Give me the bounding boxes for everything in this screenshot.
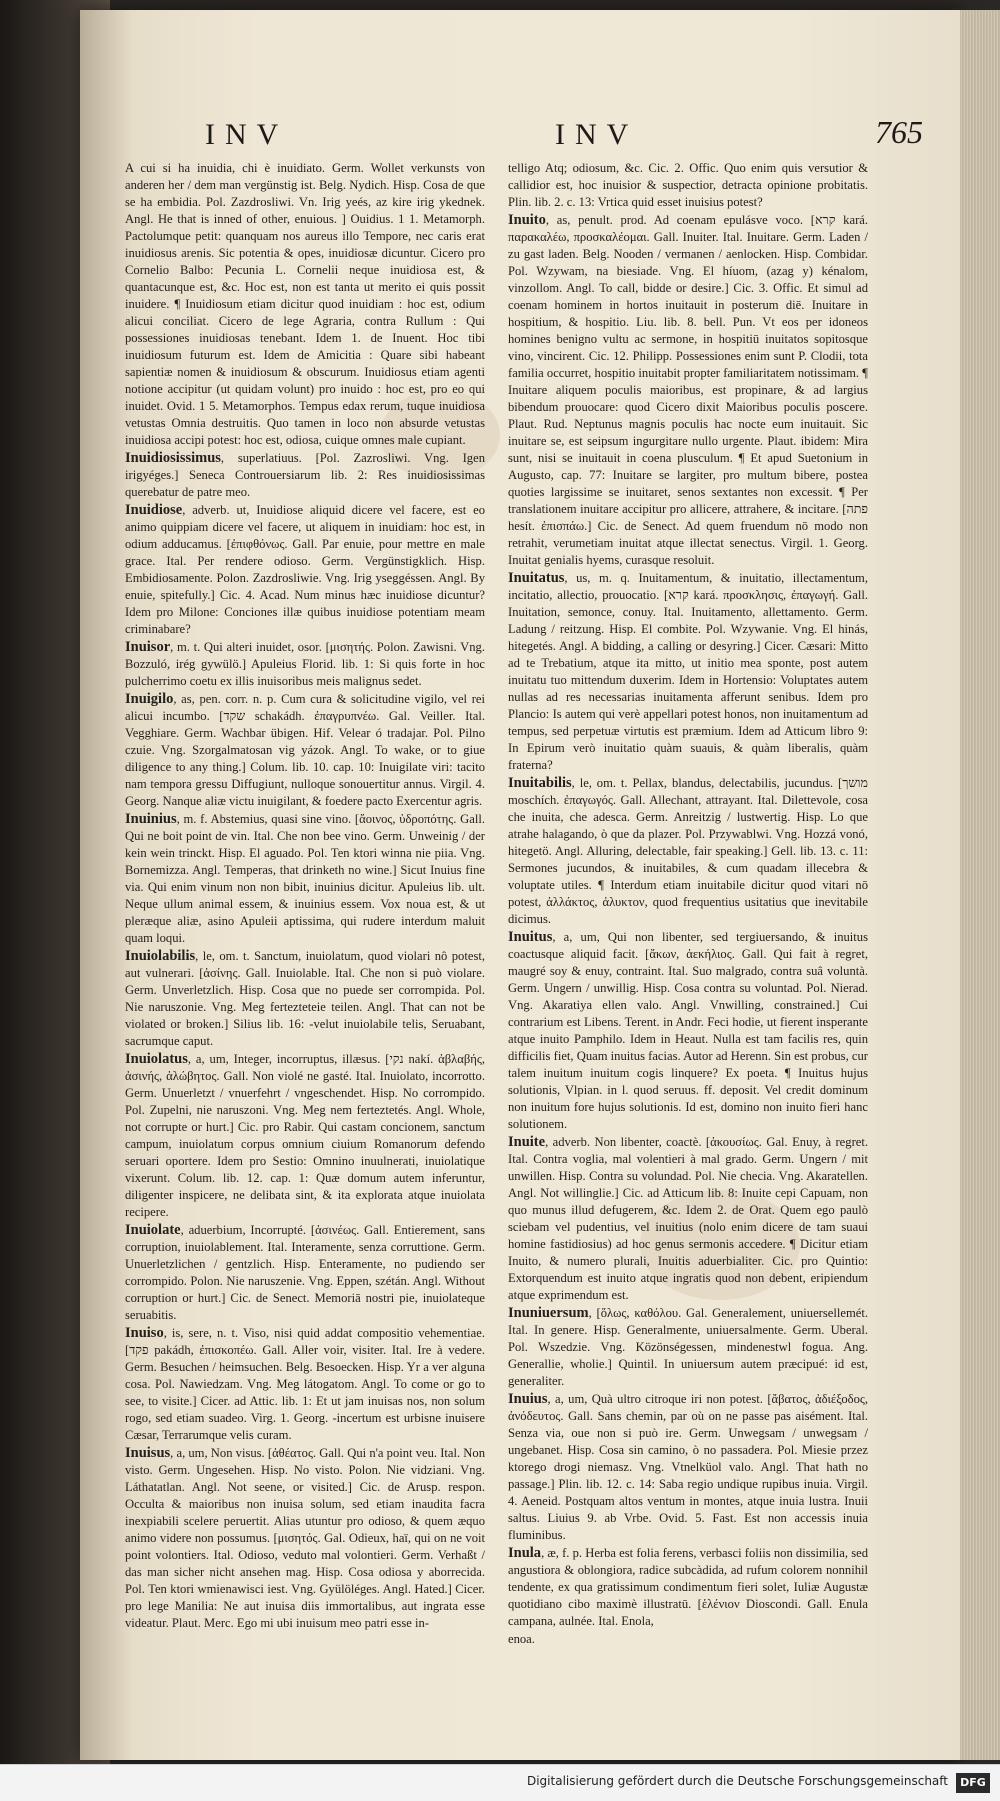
entry-text: , a, um, Qui non libenter, sed tergiuersando, & inuitus coactusque aliquid facit. [ἄκων, ἀεκήλιος. Gall. Qui fait à regret, maugré soy & enuy, contraint. Ital. Suo malgrado, contra suâ voluntà. Germ. Ungern / unwillig. Hisp. Cosa contra su voluntad. Pol. Nierad. Vng. Akaratiya ellen valo. Angl. Vnwilling, constrained.] Cui contrarium est Libens. Terent. in Andr. Feci hodie, ut fierent insperante atque inuito Pamphilo. Idem in Heaut. Nulla est tam facilis res, quin difficilis fiet, Quam inuitus facias. Autor ad Herenn. Sin est probus, cur talem inuitum inuitum cogis linquere? Ex poeta. ¶ Inuitus hujus solutionis, Vlpian. in l. quod seruus. ff. deposit. Vel credit dominum non inuitum fore hujus solutionis. Id est, domino non inuito fieri hanc solutionem. bbox=[508, 930, 868, 1131]
entry-text: , le, om. t. Sanctum, inuiolatum, quod violari nô potest, aut vulnerari. [ἀσίνης. Gall. Inuiolable. Ital. Che non si può violare. Germ. Unverletzlich. Hisp. Cosa que no puede ser corrompida. Pol. Nie naruszonie. Vng. Meg fertezteteie teilen. Angl. That can not be violated or broken.] Silius lib. 16: -velut inuiolabile telis, Seruabant, sacrumque caput. bbox=[125, 949, 485, 1048]
dictionary-entry bbox=[125, 160, 485, 449]
page-edge bbox=[960, 10, 1000, 1760]
entry-text: , aduerbium, Incorrupté. [ἀσινέως. Gall. Entierement, sans corruption, inuiolablement. Ital. Interamente, senza corruttione. Germ. Unuerletzlichen / gentzlich. Hisp. Enteramente, no pudiendo ser corrompido. Polon. Nie naruszenie. Vng. Eppen, szétán. Angl. Without corruption or hurt.] Cic. de Senect. Memoriā nostri pie, inuiolateque seruabitis. bbox=[125, 1223, 485, 1322]
entry-text: telligo Atq; odiosum, &c. Cic. 2. Offic. Quo enim quis versutior & callidior est, hoc inuisior & suspectior, detracta opinione probitatis. Plin. lib. 2. c. 13: Vrtica quid esset inuisius potest? bbox=[508, 161, 868, 209]
dictionary-entry bbox=[508, 1305, 868, 1390]
entry-text: , a, um, Non visus. [ἀθέατος. Gall. Qui n'a point veu. Ital. Non visto. Germ. Ungesehen. Hisp. No visto. Polon. Nie vidziani. Vng. Láthatatlan. Angl. Not seene, or visited.] Cic. de Arusp. respon. Occulta & maioribus non inuisa solum, sed etiam inaudita facra inexpiabili scelere peruertit. Alias utuntur pro odioso, & quem æquo animo videre non possumus. [μισητός. Gal. Odieux, haï, qui on ne voit point volontiers. Ital. Odioso, veduto mal volontieri. Germ. Verhaßt / das man sicher nicht ansehen mag. Hisp. Cosa odiosa y aborrecida. Pol. Ten ktori wmienawisci iest. Vng. Gyülöléges. Angl. Hated.] Cicer. pro lege Manilia: Ne aut inuisa diis immortalibus, aut ingrata esse videatur. Plaut. Merc. Ego mi ubi inuisum meo patri esse in- bbox=[125, 1446, 485, 1630]
dfg-logo: DFG bbox=[956, 1773, 990, 1793]
running-head-left: INV bbox=[205, 118, 289, 151]
entry-text: A cui si ha inuidia, chi è inuidiato. Germ. Wollet verkunsts von anderen her / dem man vergünstig ist. Belg. Nydich. Hisp. Cosa de que se ha embidia. Pol. Zazdrosliwi. Vn. Irig yeés, az kire irig ykednek. Angl. He that is inned of other, enuious. ] Ouidius. 1 1. Metamorph. Pactolumque petit: quanquam nos aureus illo Tempore, nec caris erat inuidiosus arenis. Sic potentia & opes, inuidiosæ dicuntur. Cicero pro Cornelio Balbo: Pecunia L. Cornelii neque inuidiosa est, & quantacunque est, &c. Hoc est, non est tanta ut merito ei quis possit inuidere. ¶ Inuidiosum etiam dicitur quod inuidiam : hoc est, odium alicui conciliat. Cicero de lege Agraria, contra Rullum : Qui possessiones inuidiosas tenebant. Idem 1. de Inuent. Hoc tibi inuidiosum futurum est. Idem de Amicitia : Quare sibi habeant sapientiæ nomen & inuidiosum & obscurum. Inuidiosus etiam agenti notione accipitur (ut quidam volunt) pro inuido : hoc est, pro eo qui inuidet. Ovid. 1 5. Metamorphos. Tempus edax rerum, tuque inuidiosa vetustas Omnia destruitis. Quo tamen in loco non absurde vetustas inuidiosa accipi potest: hoc est, odiosa, cuique omnes male cupiant. bbox=[125, 161, 485, 447]
entry-text: , superlatiuus. [Pol. Zazrosliwi. Vng. Igen irigyéges.] Seneca Controuersiarum lib. 2: Res inuidiosissimas querebatur de patre meo. bbox=[125, 451, 485, 499]
entry-lemma: Inuiolatus bbox=[125, 1051, 188, 1067]
dictionary-entry bbox=[508, 775, 868, 928]
dictionary-entry bbox=[125, 1051, 485, 1221]
entry-lemma: Inuius bbox=[508, 1391, 548, 1407]
running-head bbox=[80, 114, 960, 158]
entry-lemma: Inuisus bbox=[125, 1445, 171, 1461]
running-head-right: INV bbox=[555, 118, 639, 151]
entry-lemma: Inuidiose bbox=[125, 502, 183, 518]
dictionary-entry bbox=[508, 1391, 868, 1544]
entry-text: , a, um, Quà ultro citroque iri non potest. [ἄβατος, ἀδιέξοδος, ἀνόδευτος. Gall. Sans chemin, par où on ne passe pas aisément. Ital. Senza via, oue non si può ire. Germ. Unwegsam / unwegsam / ungebanet. Hisp. Cosa sin camino, ò no passadera. Pol. Miesie przez ktorego drogi niemasz. Vng. Vtnelküol valo. Angl. That hath no passage.] Plin. lib. 12. c. 14: Saba regio undique rupibus inuia. Virgil. 4. Aeneid. Postquam altos ventum in montes, atque inuia lustra. Inuii saltus. Liuius 9. ab Vrbe. Ovid. 5. Fast. Est non accessis inuia fluminibus. bbox=[508, 1392, 868, 1542]
footer-credit: Digitalisierung gefördert durch die Deutsche Forschungsgemeinschaft bbox=[526, 1774, 948, 1788]
entry-lemma: Inuiolabilis bbox=[125, 948, 196, 964]
entry-text: , a, um, Integer, incorruptus, illæsus. [נקי nakí. ἀβλαβής, ἀσινής, ἀλώβητος. Gall. Non violé ne gasté. Ital. Inuiolato, incorrotto. Germ. Unuerletzt / vnuerfehrt / vngeschendet. Hisp. No corrompido. Pol. Zupelni, nie naruszoni. Vng. Meg nem ferteztetés. Angl. Whole, not corrupte or hurt.] Cic. pro Rabir. Qui castam concionem, sanctum campum, inuiolatum corpus omnium ciuium Romanorum defendo seruari oportere. Idem pro Sestio: Omnino inuulnerati, inuiolatique vixerunt. Colum. lib. 12. cap. 1: Quæ domum autem inferuntur, diligenter inspicere, ne delibata sint, & ita explorata atque inuiolata recipere. bbox=[125, 1052, 486, 1219]
entry-text: enoa. bbox=[508, 1632, 535, 1646]
dictionary-entry bbox=[508, 160, 868, 211]
entry-text: , as, penult. prod. Ad coenam epulásve voco. [קרא kará. παρακαλέω, προσκαλέομαι. Gall. Inuiter. Ital. Inuitare. Germ. Laden / zu gast laden. Belg. Nooden / vermanen / aenlocken. Hisp. Combidar. Pol. Wzywam, na biesiade. Vng. El híuom, (azag y) kénalom, vinzollom. Angl. To call, bidde or desire.] Cic. 3. Offic. Et simul ad coenam hominem in hortos inuitauit in posterum diē. Inuitare in hospitium, & hospitio. Liu. lib. 8. bell. Pun. Vt eos per idoneos homines benigno vultu ac sermone, in hospitiū inuitatos sopitosque vino, vincirent. Cic. 12. Philipp. Possessiones enim sunt P. Clodii, tota familia occurret, hospitio inuitabit propter familiaritatem notissimam. ¶ Inuitare aliquem poculis maioribus, est propinare, & ad largius bibendum prouocare: quod Cicero dixit Maioribus poculis poscere. Plaut. Rud. Neptunus magnis poculis hac nocte eum inuitauit. Sic inuitare se, est seipsum ingurgitare nullo urgente. Plaut. ibidem: Mira sunt, nisi se inuitauit in coena plusculum. ¶ Et apud Suetonium in Augusto, cap. 77: Inuitare se largiter, pro multum bibere, postea quoties largissime se inuitaret, senos sextantes non excessit. ¶ Per translationem inuitare accipitur pro allicere, attrahere, & incitare. [פתה hesít. ἐπισπάω.] Cic. de Senect. Ad quem fruendum nō modo non retrahit, verumetiam inuitat atque illectat senectus. Virgil. 1. Georg. Inuitat genialis hyems, curasque resoluit. bbox=[508, 213, 869, 567]
entry-lemma: Inuitatus bbox=[508, 570, 565, 586]
dictionary-entry bbox=[508, 1134, 868, 1304]
entry-text: , le, om. t. Pellax, blandus, delectabilis, jucundus. [מושך moschích. ἐπαγωγός. Gall. Allechant, attrayant. Ital. Dilettevole, cosa che inuita, che adesca. Germ. Anreitzig / lustwertig. Hisp. Lo que atrahe halagando, ò que da plazer. Pol. Przywablwi. Vng. Hozzá vonó, hitegetö. Angl. Alluring, delectable, fair speaking.] Gell. lib. 13. c. 11: Sermones jucundos, & inuitabiles, & cum quadam illecebra & voluptate utiles. ¶ Interdum etiam inuitabile dicitur quod vitari nō potest, ἀλλάκτος, ἀλυκτον, quod frequentius usitatius que inevitabile dicimus. bbox=[508, 776, 868, 926]
entry-text: , us, m. q. Inuitamentum, & inuitatio, illectamentum, incitatio, allectio, prouocatio. [קרא kará. προσκλησις, ἐπαγωγή. Gall. Inuitation, semonce, conuy. Ital. Inuitamento, allettamento. Germ. Ladung / reitzung. Hisp. El combite. Pol. Wzywanie. Vng. El hinás, hitegetés. Angl. A bidding, a calling or desyring.] Cicer. Cæsari: Mitto ad te Trebatium, atque ita mitto, ut initio mea sponte, post autem inuitatu tuo mittendum duxerim. Idem in Hortensio: Voluptates autem nullas ad res necessarias inuitamenta afferunt senibus. Idem pro Plancio: Is autem qui verè appellari potest honos, non inuitamentum ad tempus, sed perpetuæ virtutis est præmium. Idem ad Atticum libro 9: In Epirum verò inuitatio quàm suauis, & quàm liberalis, quàm fraterna? bbox=[508, 571, 868, 772]
entry-lemma: Inuniuersum bbox=[508, 1305, 589, 1321]
entry-text: , m. t. Qui alteri inuidet, osor. [μισητής. Polon. Zawisni. Vng. Bozzuló, irég gywülö.] Apuleius Florid. lib. 1: Si quis forte in hoc pulcherrimo coetu ex illis inuisoribus meis malignus sedet. bbox=[125, 640, 485, 688]
entry-text: , [ὅλως, καθόλου. Gal. Generalement, uniuersellemét. Ital. In genere. Hisp. Generalmente, uniuersalmente. Germ. Uberal. Pol. Wszedzie. Vng. Közönségessen, mindenestwl fogua. Ang. Generallie, wholie.] Quintil. In uniuersum autem præcipué: id est, generaliter. bbox=[508, 1306, 868, 1388]
dictionary-entry bbox=[508, 1545, 868, 1630]
entry-text: , as, pen. corr. n. p. Cum cura & solicitudine vigilo, vel rei alicui incumbo. [שקד schakádh. ἐπαγρυπνέω. Gal. Veiller. Ital. Vegghiare. Germ. Wachbar übigen. Hif. Velear ó tradajar. Pol. Pilno czuie. Vng. Szorgalmatosan vig yázok. Angl. To wake, or to giue diligence to any thing.] Colum. lib. 10. cap. 10: Inuigilate viri: tacito nam tempora gressu Diffugiunt, nulloque sonouertitur annus. Virgil. 4. Georg. Nanque aliæ victu inuigilant, & foedere pacto Exercentur agris. bbox=[125, 692, 485, 808]
dictionary-entry bbox=[508, 212, 868, 569]
dictionary-entry bbox=[125, 691, 485, 810]
dictionary-entry bbox=[125, 450, 485, 501]
entry-lemma: Inuitabilis bbox=[508, 775, 572, 791]
book-page bbox=[80, 10, 960, 1760]
dictionary-entry bbox=[125, 1325, 485, 1444]
entry-text: , adverb. Non libenter, coactè. [ἀκουσίως. Gal. Enuy, à regret. Ital. Contra voglia, mal volentieri à mal grado. Germ. Ungern / mit unwillen. Hisp. Contra su volundad. Pol. Nie checia. Vng. Akaratellen. Angl. Not willinglie.] Cic. ad Atticum lib. 8: Inuite cepi Capuam, non quo munus illud defugerem, &c. Idem 2. de Orat. Quem ego paulò sciebam vel pudentius, vel inuitius (nolo enim dicere de tam suaui homine fastidiosius) ad hoc genus sermonis accedere. ¶ Dicitur etiam Inuito, & numero plurali, Inuitis aduerbialiter. Cic. pro Quintio: Extorquendum est inuito atque ingratis quod non debent, eripiendum atque exprimendum est. bbox=[508, 1135, 868, 1302]
entry-text: , æ, f. p. Herba est folia ferens, verbasci foliis non dissimilia, sed angustiora & oblongiora, radice subcàdida, ad rufum colorem nonnihil tendente, ex qua gratissimum condimentum fieri solet, Iuliæ Augustæ quotidiano cibo maximè illustratū. [ἑλένιον Dioscondi. Gall. Enula campana, aulnée. Ital. Enola, bbox=[508, 1546, 868, 1628]
left-text-column bbox=[125, 160, 486, 1630]
dictionary-entry bbox=[508, 570, 868, 774]
entry-lemma: Inula bbox=[508, 1545, 542, 1561]
dictionary-entry bbox=[125, 639, 485, 690]
entry-lemma: Inuinius bbox=[125, 811, 177, 827]
entry-text: , adverb. ut, Inuidiose aliquid dicere vel facere, est eo animo quippiam dicere vel facere, ut aliquem in inuidiam: hoc est, in odium adducamus. [ἐπιφθόνως. Gall. Par enuie, pour mettre en male grace. Ital. Per rendere odioso. Germ. Vergünstigklich. Hisp. Embidiosamente. Polon. Zazdrosliwie. Vng. Irig yseggéssen. Angl. By enuie, spitefully.] Cic. 4. Acad. Num minus hæc inuidiose dicuntur? Idem pro Milone: Conciones illæ quibus inuidiose potentiam meam criminabare? bbox=[125, 503, 485, 636]
entry-lemma: Inuito bbox=[508, 212, 546, 228]
dictionary-entry bbox=[125, 1222, 485, 1324]
dictionary-entry bbox=[508, 1631, 868, 1648]
entry-lemma: Inuiso bbox=[125, 1325, 164, 1341]
entry-text: , is, sere, n. t. Viso, nisi quid addat compositio vehementiae. [פקד pakádh, ἐπισκοπέω. Gall. Aller voir, visiter. Ital. Ire à vedere. Germ. Besuchen / heimsuchen. Belg. Besoecken. Hisp. Yr a ver alguna cosa. Pol. Nawiedzam. Vng. Meg látogatom. Angl. To come or go to see, to visite.] Cicer. ad Attic. lib. 1: Et ut jam inuisas nos, non solum rogo, sed etiam suadeo. Virg. 1. Georg. -incertum est urbisne inuisere Cæsar, Terrarumque velis curam. bbox=[125, 1326, 485, 1442]
entry-lemma: Inuitus bbox=[508, 929, 553, 945]
entry-lemma: Inuiolate bbox=[125, 1222, 181, 1238]
dictionary-entry bbox=[125, 811, 485, 947]
entry-lemma: Inuisor bbox=[125, 639, 171, 655]
entry-text: , m. f. Abstemius, quasi sine vino. [ἄοινος, ὑδροπότης. Gall. Qui ne boit point de vin. Ital. Che non bee vino. Germ. Unweinig / der kein wein trinckt. Hisp. El aguado. Pol. Ten ktori winna nie piia. Vng. Bornemizza. Angl. Temperas, that drinketh no wine.] Sicut Inuius fine via. Qui enim vinum non non bibit, inuinius dicitur. Apuleius lib. ult. Neque ullum animal essem, & inuinius essem. Vox noua est, & ut pleræque aliæ, asino Apuleii aptissima, qui rudere interdum maluit quam loqui. bbox=[125, 812, 485, 945]
dictionary-entry bbox=[125, 502, 485, 638]
entry-lemma: Inuidiosissimus bbox=[125, 450, 221, 466]
right-text-column bbox=[508, 160, 869, 1646]
entry-lemma: Inuigilo bbox=[125, 691, 174, 707]
entry-lemma: Inuite bbox=[508, 1134, 546, 1150]
footer-bar bbox=[0, 1764, 1000, 1801]
page-number: 765 bbox=[875, 114, 923, 150]
dictionary-entry bbox=[508, 929, 868, 1133]
dictionary-entry bbox=[125, 1445, 485, 1632]
dictionary-entry bbox=[125, 948, 485, 1050]
